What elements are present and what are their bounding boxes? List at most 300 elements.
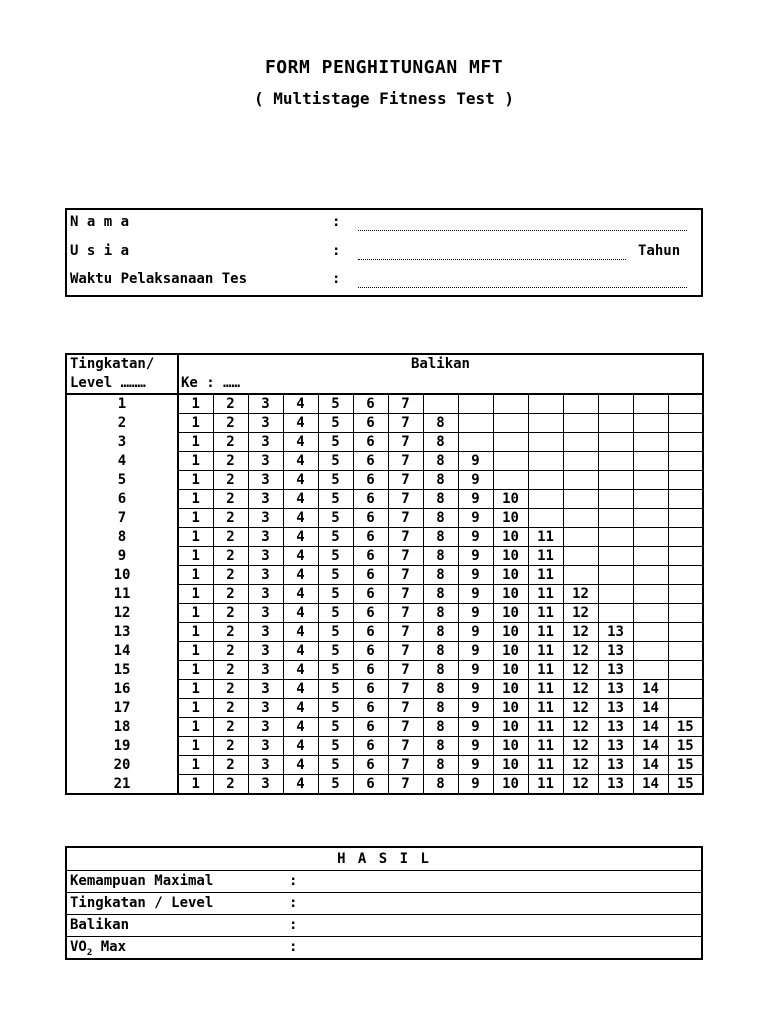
- empty-cell: [668, 642, 703, 661]
- shuttle-cell[interactable]: 3: [248, 718, 283, 737]
- test-time-field[interactable]: [358, 287, 687, 288]
- identity-box: [65, 208, 703, 297]
- shuttle-cell[interactable]: 4: [283, 680, 318, 699]
- shuttle-cell[interactable]: 4: [283, 528, 318, 547]
- empty-cell: [598, 566, 633, 585]
- level-number: 18: [66, 718, 178, 737]
- shuttle-cell[interactable]: 11: [528, 623, 563, 642]
- shuttle-cell[interactable]: 1: [178, 471, 213, 490]
- shuttle-cell[interactable]: 8: [423, 642, 458, 661]
- level-row: [66, 623, 703, 642]
- shuttle-cell[interactable]: 3: [248, 547, 283, 566]
- shuttle-cell[interactable]: 9: [458, 585, 493, 604]
- shuttle-cell[interactable]: 11: [528, 756, 563, 775]
- shuttle-cell[interactable]: 8: [423, 775, 458, 795]
- shuttle-cell[interactable]: 2: [213, 661, 248, 680]
- shuttle-cell[interactable]: 1: [178, 775, 213, 795]
- shuttle-cell[interactable]: 2: [213, 756, 248, 775]
- shuttle-cell[interactable]: 7: [388, 547, 423, 566]
- shuttle-cell[interactable]: 4: [283, 604, 318, 623]
- level-number: 5: [66, 471, 178, 490]
- shuttle-cell[interactable]: 6: [353, 394, 388, 414]
- empty-cell: [633, 585, 668, 604]
- shuttle-cell[interactable]: 5: [318, 414, 353, 433]
- shuttle-cell[interactable]: 9: [458, 699, 493, 718]
- shuttle-cell[interactable]: 10: [493, 604, 528, 623]
- shuttle-cell[interactable]: 3: [248, 452, 283, 471]
- shuttle-cell[interactable]: 4: [283, 509, 318, 528]
- level-row: [66, 737, 703, 756]
- shuttle-cell[interactable]: 9: [458, 661, 493, 680]
- shuttle-cell[interactable]: 10: [493, 775, 528, 795]
- shuttle-cell[interactable]: 8: [423, 433, 458, 452]
- shuttle-cell[interactable]: 8: [423, 737, 458, 756]
- shuttle-cell[interactable]: 4: [283, 490, 318, 509]
- shuttle-cell[interactable]: 7: [388, 623, 423, 642]
- shuttle-cell[interactable]: 1: [178, 452, 213, 471]
- shuttle-cell[interactable]: 1: [178, 737, 213, 756]
- empty-cell: [528, 414, 563, 433]
- shuttle-cell[interactable]: 8: [423, 756, 458, 775]
- shuttle-cell[interactable]: 3: [248, 699, 283, 718]
- level-row: [66, 718, 703, 737]
- shuttle-cell[interactable]: 6: [353, 471, 388, 490]
- shuttle-cell[interactable]: 5: [318, 547, 353, 566]
- result-row: [67, 914, 701, 936]
- shuttle-cell[interactable]: 14: [633, 699, 668, 718]
- shuttle-cell[interactable]: 11: [528, 585, 563, 604]
- shuttle-cell[interactable]: 9: [458, 490, 493, 509]
- shuttle-cell[interactable]: 5: [318, 642, 353, 661]
- shuttle-cell[interactable]: 3: [248, 737, 283, 756]
- shuttle-cell[interactable]: 6: [353, 623, 388, 642]
- shuttle-cell[interactable]: 5: [318, 585, 353, 604]
- shuttle-cell[interactable]: 2: [213, 414, 248, 433]
- empty-cell: [633, 642, 668, 661]
- shuttle-cell[interactable]: 6: [353, 642, 388, 661]
- empty-cell: [633, 471, 668, 490]
- level-number: 2: [66, 414, 178, 433]
- level-row: [66, 585, 703, 604]
- shuttle-cell[interactable]: 1: [178, 699, 213, 718]
- shuttle-cell[interactable]: 3: [248, 661, 283, 680]
- shuttle-cell[interactable]: 4: [283, 623, 318, 642]
- shuttle-cell[interactable]: 5: [318, 604, 353, 623]
- shuttle-cell[interactable]: 7: [388, 394, 423, 414]
- shuttle-cell[interactable]: 7: [388, 471, 423, 490]
- shuttle-cell[interactable]: 10: [493, 528, 528, 547]
- result-label: Balikan: [70, 917, 130, 933]
- shuttle-cell[interactable]: 4: [283, 433, 318, 452]
- shuttle-cell[interactable]: 6: [353, 566, 388, 585]
- shuttle-cell[interactable]: 10: [493, 623, 528, 642]
- result-row-vo2max: [67, 936, 701, 958]
- shuttle-cell[interactable]: 6: [353, 775, 388, 795]
- ke-header: Ke : ……: [178, 374, 703, 394]
- shuttle-cell[interactable]: 8: [423, 566, 458, 585]
- shuttle-cell[interactable]: 2: [213, 433, 248, 452]
- result-title: H A S I L: [337, 851, 431, 867]
- shuttle-cell[interactable]: 2: [213, 547, 248, 566]
- empty-cell: [493, 471, 528, 490]
- shuttle-cell[interactable]: 6: [353, 699, 388, 718]
- shuttle-cell[interactable]: 5: [318, 566, 353, 585]
- shuttle-cell[interactable]: 10: [493, 737, 528, 756]
- empty-cell: [423, 394, 458, 414]
- shuttle-cell[interactable]: 1: [178, 680, 213, 699]
- shuttle-cell[interactable]: 1: [178, 414, 213, 433]
- shuttle-cell[interactable]: 13: [598, 718, 633, 737]
- shuttle-cell[interactable]: 13: [598, 737, 633, 756]
- shuttle-cell[interactable]: 9: [458, 452, 493, 471]
- shuttle-cell[interactable]: 12: [563, 718, 598, 737]
- shuttle-cell[interactable]: 1: [178, 490, 213, 509]
- shuttle-cell[interactable]: 5: [318, 680, 353, 699]
- shuttle-cell[interactable]: 6: [353, 528, 388, 547]
- score-table-wrap: [65, 353, 704, 795]
- shuttle-cell[interactable]: 7: [388, 737, 423, 756]
- empty-cell: [598, 433, 633, 452]
- shuttle-cell[interactable]: 3: [248, 585, 283, 604]
- shuttle-cell[interactable]: 10: [493, 547, 528, 566]
- shuttle-cell[interactable]: 12: [563, 642, 598, 661]
- shuttle-cell[interactable]: 2: [213, 452, 248, 471]
- empty-cell: [668, 471, 703, 490]
- shuttle-cell[interactable]: 12: [563, 756, 598, 775]
- empty-cell: [668, 452, 703, 471]
- shuttle-cell[interactable]: 13: [598, 661, 633, 680]
- shuttle-cell[interactable]: 7: [388, 604, 423, 623]
- shuttle-cell[interactable]: 8: [423, 585, 458, 604]
- shuttle-cell[interactable]: 10: [493, 490, 528, 509]
- shuttle-cell[interactable]: 4: [283, 775, 318, 795]
- shuttle-cell[interactable]: 9: [458, 471, 493, 490]
- shuttle-cell[interactable]: 11: [528, 661, 563, 680]
- shuttle-cell[interactable]: 2: [213, 775, 248, 795]
- shuttle-cell[interactable]: 3: [248, 433, 283, 452]
- empty-cell: [633, 490, 668, 509]
- shuttle-cell[interactable]: 6: [353, 509, 388, 528]
- shuttle-cell[interactable]: 5: [318, 452, 353, 471]
- shuttle-cell[interactable]: 12: [563, 775, 598, 795]
- shuttle-cell[interactable]: 3: [248, 490, 283, 509]
- shuttle-cell[interactable]: 4: [283, 718, 318, 737]
- shuttle-cell[interactable]: 8: [423, 547, 458, 566]
- shuttle-cell[interactable]: 10: [493, 661, 528, 680]
- shuttle-cell[interactable]: 3: [248, 414, 283, 433]
- shuttle-cell[interactable]: 6: [353, 661, 388, 680]
- shuttle-cell[interactable]: 11: [528, 547, 563, 566]
- shuttle-cell[interactable]: 5: [318, 394, 353, 414]
- shuttle-cell[interactable]: 2: [213, 699, 248, 718]
- level-number: 1: [66, 394, 178, 414]
- empty-cell: [668, 490, 703, 509]
- shuttle-cell[interactable]: 1: [178, 756, 213, 775]
- shuttle-cell[interactable]: 12: [563, 623, 598, 642]
- shuttle-cell[interactable]: 1: [178, 547, 213, 566]
- shuttle-cell[interactable]: 7: [388, 680, 423, 699]
- shuttle-cell[interactable]: 3: [248, 756, 283, 775]
- shuttle-cell[interactable]: 6: [353, 547, 388, 566]
- shuttle-cell[interactable]: 3: [248, 680, 283, 699]
- shuttle-cell[interactable]: 5: [318, 623, 353, 642]
- shuttle-cell[interactable]: 4: [283, 699, 318, 718]
- shuttle-cell[interactable]: 9: [458, 604, 493, 623]
- shuttle-cell[interactable]: 6: [353, 680, 388, 699]
- shuttle-cell[interactable]: 2: [213, 585, 248, 604]
- shuttle-cell[interactable]: 7: [388, 566, 423, 585]
- shuttle-cell[interactable]: 1: [178, 661, 213, 680]
- shuttle-cell[interactable]: 1: [178, 566, 213, 585]
- level-row: [66, 566, 703, 585]
- shuttle-cell[interactable]: 8: [423, 490, 458, 509]
- shuttle-cell[interactable]: 1: [178, 433, 213, 452]
- shuttle-cell[interactable]: 4: [283, 414, 318, 433]
- shuttle-cell[interactable]: 9: [458, 775, 493, 795]
- shuttle-cell[interactable]: 2: [213, 509, 248, 528]
- shuttle-cell[interactable]: 9: [458, 566, 493, 585]
- level-row: [66, 528, 703, 547]
- empty-cell: [633, 547, 668, 566]
- shuttle-cell[interactable]: 3: [248, 394, 283, 414]
- shuttle-cell[interactable]: 2: [213, 394, 248, 414]
- shuttle-cell[interactable]: 5: [318, 509, 353, 528]
- shuttle-cell[interactable]: 7: [388, 756, 423, 775]
- shuttle-cell[interactable]: 5: [318, 433, 353, 452]
- shuttle-cell[interactable]: 2: [213, 718, 248, 737]
- shuttle-cell[interactable]: 5: [318, 756, 353, 775]
- shuttle-cell[interactable]: 5: [318, 661, 353, 680]
- name-field[interactable]: [358, 230, 687, 231]
- shuttle-cell[interactable]: 1: [178, 642, 213, 661]
- shuttle-cell[interactable]: 10: [493, 566, 528, 585]
- shuttle-cell[interactable]: 11: [528, 566, 563, 585]
- empty-cell: [458, 433, 493, 452]
- shuttle-cell[interactable]: 10: [493, 756, 528, 775]
- shuttle-cell[interactable]: 8: [423, 718, 458, 737]
- shuttle-cell[interactable]: 5: [318, 699, 353, 718]
- shuttle-cell[interactable]: 4: [283, 756, 318, 775]
- shuttle-cell[interactable]: 3: [248, 623, 283, 642]
- shuttle-cell[interactable]: 7: [388, 642, 423, 661]
- shuttle-cell[interactable]: 7: [388, 528, 423, 547]
- shuttle-cell[interactable]: 3: [248, 775, 283, 795]
- shuttle-cell[interactable]: 12: [563, 737, 598, 756]
- shuttle-cell[interactable]: 13: [598, 775, 633, 795]
- shuttle-cell[interactable]: 14: [633, 718, 668, 737]
- shuttle-cell[interactable]: 11: [528, 775, 563, 795]
- shuttle-cell[interactable]: 1: [178, 509, 213, 528]
- shuttle-cell[interactable]: 12: [563, 585, 598, 604]
- shuttle-cell[interactable]: 8: [423, 699, 458, 718]
- test-time-colon: :: [332, 271, 341, 287]
- age-field[interactable]: [358, 259, 626, 260]
- shuttle-cell[interactable]: 15: [668, 756, 703, 775]
- shuttle-cell[interactable]: 6: [353, 414, 388, 433]
- shuttle-cell[interactable]: 6: [353, 718, 388, 737]
- shuttle-cell[interactable]: 2: [213, 490, 248, 509]
- level-number: 8: [66, 528, 178, 547]
- shuttle-cell[interactable]: 7: [388, 661, 423, 680]
- shuttle-cell[interactable]: 8: [423, 604, 458, 623]
- shuttle-cell[interactable]: 10: [493, 718, 528, 737]
- shuttle-cell[interactable]: 7: [388, 490, 423, 509]
- shuttle-cell[interactable]: 5: [318, 718, 353, 737]
- shuttle-cell[interactable]: 11: [528, 737, 563, 756]
- shuttle-cell[interactable]: 13: [598, 623, 633, 642]
- shuttle-cell[interactable]: 5: [318, 737, 353, 756]
- shuttle-cell[interactable]: 1: [178, 528, 213, 547]
- shuttle-cell[interactable]: 7: [388, 414, 423, 433]
- shuttle-cell[interactable]: 10: [493, 642, 528, 661]
- age-label: U s i a: [70, 243, 130, 259]
- shuttle-cell[interactable]: 13: [598, 699, 633, 718]
- shuttle-cell[interactable]: 2: [213, 737, 248, 756]
- shuttle-cell[interactable]: 7: [388, 509, 423, 528]
- level-number: 16: [66, 680, 178, 699]
- shuttle-cell[interactable]: 13: [598, 756, 633, 775]
- result-label: Tingkatan / Level: [70, 895, 214, 911]
- shuttle-cell[interactable]: 6: [353, 490, 388, 509]
- shuttle-cell[interactable]: 9: [458, 756, 493, 775]
- shuttle-cell[interactable]: 15: [668, 718, 703, 737]
- shuttle-cell[interactable]: 4: [283, 737, 318, 756]
- shuttle-cell[interactable]: 2: [213, 604, 248, 623]
- empty-cell: [598, 547, 633, 566]
- shuttle-cell[interactable]: 3: [248, 528, 283, 547]
- shuttle-cell[interactable]: 4: [283, 452, 318, 471]
- shuttle-cell[interactable]: 11: [528, 642, 563, 661]
- age-row: [67, 239, 701, 267]
- shuttle-cell[interactable]: 3: [248, 471, 283, 490]
- shuttle-cell[interactable]: 10: [493, 585, 528, 604]
- empty-cell: [528, 490, 563, 509]
- empty-cell: [563, 528, 598, 547]
- shuttle-cell[interactable]: 3: [248, 566, 283, 585]
- shuttle-cell[interactable]: 8: [423, 528, 458, 547]
- shuttle-cell[interactable]: 7: [388, 585, 423, 604]
- shuttle-cell[interactable]: 8: [423, 471, 458, 490]
- shuttle-cell[interactable]: 7: [388, 775, 423, 795]
- shuttle-cell[interactable]: 12: [563, 661, 598, 680]
- shuttle-cell[interactable]: 11: [528, 680, 563, 699]
- shuttle-cell[interactable]: 13: [598, 680, 633, 699]
- shuttle-cell[interactable]: 1: [178, 623, 213, 642]
- shuttle-cell[interactable]: 8: [423, 414, 458, 433]
- shuttle-cell[interactable]: 4: [283, 471, 318, 490]
- shuttle-cell[interactable]: 1: [178, 604, 213, 623]
- empty-cell: [668, 604, 703, 623]
- shuttle-cell[interactable]: 11: [528, 699, 563, 718]
- result-colon: :: [289, 917, 298, 933]
- result-row: [67, 892, 701, 914]
- shuttle-cell[interactable]: 2: [213, 471, 248, 490]
- shuttle-cell[interactable]: 11: [528, 528, 563, 547]
- shuttle-cell[interactable]: 9: [458, 718, 493, 737]
- empty-cell: [563, 433, 598, 452]
- shuttle-cell[interactable]: 6: [353, 604, 388, 623]
- shuttle-cell[interactable]: 7: [388, 718, 423, 737]
- shuttle-cell[interactable]: 14: [633, 737, 668, 756]
- shuttle-cell[interactable]: 8: [423, 452, 458, 471]
- shuttle-cell[interactable]: 12: [563, 680, 598, 699]
- shuttle-cell[interactable]: 4: [283, 661, 318, 680]
- shuttle-cell[interactable]: 14: [633, 756, 668, 775]
- shuttle-cell[interactable]: 7: [388, 452, 423, 471]
- shuttle-cell[interactable]: 9: [458, 528, 493, 547]
- shuttle-cell[interactable]: 3: [248, 604, 283, 623]
- shuttle-cell[interactable]: 8: [423, 509, 458, 528]
- shuttle-cell[interactable]: 5: [318, 471, 353, 490]
- shuttle-cell[interactable]: 9: [458, 509, 493, 528]
- empty-cell: [633, 394, 668, 414]
- shuttle-cell[interactable]: 10: [493, 699, 528, 718]
- shuttle-cell[interactable]: 2: [213, 528, 248, 547]
- shuttle-cell[interactable]: 9: [458, 547, 493, 566]
- level-number: 9: [66, 547, 178, 566]
- shuttle-cell[interactable]: 9: [458, 642, 493, 661]
- shuttle-cell[interactable]: 5: [318, 490, 353, 509]
- shuttle-cell[interactable]: 1: [178, 394, 213, 414]
- shuttle-cell[interactable]: 6: [353, 756, 388, 775]
- shuttle-cell[interactable]: 2: [213, 623, 248, 642]
- shuttle-cell[interactable]: 1: [178, 585, 213, 604]
- shuttle-cell[interactable]: 15: [668, 737, 703, 756]
- shuttle-cell[interactable]: 7: [388, 699, 423, 718]
- empty-cell: [528, 433, 563, 452]
- shuttle-cell[interactable]: 10: [493, 680, 528, 699]
- empty-cell: [493, 452, 528, 471]
- shuttle-cell[interactable]: 6: [353, 452, 388, 471]
- shuttle-cell[interactable]: 8: [423, 661, 458, 680]
- shuttle-cell[interactable]: 6: [353, 433, 388, 452]
- shuttle-cell[interactable]: 11: [528, 604, 563, 623]
- empty-cell: [668, 566, 703, 585]
- shuttle-cell[interactable]: 5: [318, 528, 353, 547]
- shuttle-cell[interactable]: 8: [423, 680, 458, 699]
- shuttle-cell[interactable]: 9: [458, 737, 493, 756]
- shuttle-cell[interactable]: 2: [213, 680, 248, 699]
- shuttle-cell[interactable]: 3: [248, 509, 283, 528]
- shuttle-cell[interactable]: 4: [283, 394, 318, 414]
- shuttle-cell[interactable]: 6: [353, 737, 388, 756]
- shuttle-cell[interactable]: 11: [528, 718, 563, 737]
- shuttle-cell[interactable]: 2: [213, 566, 248, 585]
- shuttle-cell[interactable]: 9: [458, 623, 493, 642]
- shuttle-cell[interactable]: 7: [388, 433, 423, 452]
- shuttle-cell[interactable]: 14: [633, 775, 668, 795]
- shuttle-cell[interactable]: 8: [423, 623, 458, 642]
- shuttle-cell[interactable]: 12: [563, 604, 598, 623]
- shuttle-cell[interactable]: 14: [633, 680, 668, 699]
- shuttle-cell[interactable]: 9: [458, 680, 493, 699]
- empty-cell: [668, 680, 703, 699]
- shuttle-cell[interactable]: 5: [318, 775, 353, 795]
- shuttle-cell[interactable]: 1: [178, 718, 213, 737]
- shuttle-cell[interactable]: 10: [493, 509, 528, 528]
- shuttle-cell[interactable]: 15: [668, 775, 703, 795]
- shuttle-cell[interactable]: 4: [283, 566, 318, 585]
- result-row: [67, 870, 701, 892]
- shuttle-cell[interactable]: 4: [283, 642, 318, 661]
- shuttle-cell[interactable]: 4: [283, 547, 318, 566]
- shuttle-cell[interactable]: 3: [248, 642, 283, 661]
- shuttle-cell[interactable]: 6: [353, 585, 388, 604]
- shuttle-cell[interactable]: 13: [598, 642, 633, 661]
- shuttle-cell[interactable]: 4: [283, 585, 318, 604]
- shuttle-cell[interactable]: 12: [563, 699, 598, 718]
- shuttle-cell[interactable]: 2: [213, 642, 248, 661]
